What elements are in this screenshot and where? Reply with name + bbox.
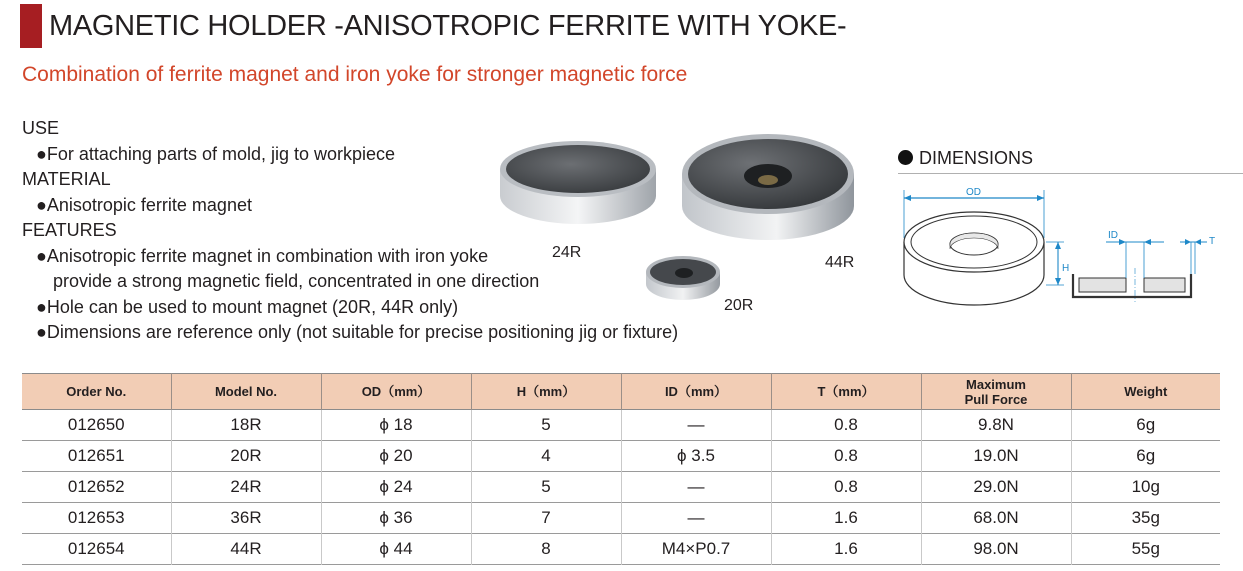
cell-model-no: 44R	[171, 534, 321, 565]
h-arrow-top-icon	[1055, 242, 1061, 249]
cell-od: ϕ 36	[321, 503, 471, 534]
cell-t: 1.6	[771, 534, 921, 565]
material-heading: MATERIAL	[22, 169, 111, 189]
use-heading: USE	[22, 118, 60, 138]
cell-id: M4×P0.7	[621, 534, 771, 565]
page-title: MAGNETIC HOLDER -ANISOTROPIC FERRITE WITH YOKE-	[49, 10, 847, 42]
cell-t: 0.8	[771, 472, 921, 503]
cell-weight: 6g	[1136, 415, 1156, 434]
cell-h: 7	[471, 503, 621, 534]
t-arrow-right-icon	[1195, 239, 1201, 245]
table-header-row	[22, 374, 1220, 410]
t-arrow-left-icon	[1185, 239, 1191, 245]
cell-id: ϕ 3.5	[621, 441, 771, 472]
table-row	[22, 410, 1220, 441]
section-magnet-right	[1144, 278, 1185, 292]
dimensions-heading-label: DIMENSIONS	[919, 148, 1034, 168]
cell-t: 1.6	[771, 503, 921, 534]
t-label: T	[1209, 236, 1216, 247]
cell-h: 5	[471, 472, 621, 503]
table-row	[22, 472, 1220, 503]
id-arrow-right-icon	[1144, 239, 1151, 245]
cell-max-pull-force: 29.0N	[921, 472, 1071, 503]
header-max-pull-line2: Pull Force	[964, 391, 1028, 407]
page-subtitle: Combination of ferrite magnet and iron yoke for stronger magnetic force	[22, 63, 688, 86]
dimension-drawing	[898, 180, 1228, 320]
magnet-24r-image	[494, 124, 664, 226]
header-order-no: Order No.	[22, 374, 171, 410]
cell-model-no: 36R	[171, 503, 321, 534]
dimensions-heading	[898, 146, 1033, 170]
cell-order-no: 012652	[22, 472, 171, 503]
spec-table	[22, 373, 1220, 565]
header-id: ID（mm）	[621, 374, 771, 410]
bullet-dot-icon	[898, 150, 913, 165]
header-model-no: Model No.	[171, 374, 321, 410]
cell-weight: 35g	[1131, 508, 1160, 527]
cell-t: 0.8	[771, 410, 921, 441]
label-24r: 24R	[552, 244, 582, 261]
cell-od: ϕ 24	[321, 472, 471, 503]
feature-item-continuation: provide a strong magnetic field, concentrated in one direction	[53, 271, 540, 291]
od-arrow-left-icon	[904, 195, 911, 201]
header-od: OD（mm）	[321, 374, 471, 410]
cell-weight: 6g	[1136, 446, 1156, 465]
dimensions-divider	[898, 173, 1243, 174]
od-arrow-right-icon	[1037, 195, 1044, 201]
feature-item: ●Hole can be used to mount magnet (20R, 44R only)	[36, 296, 459, 317]
table-row	[22, 441, 1220, 472]
cell-id: —	[621, 503, 771, 534]
id-label: ID	[1108, 230, 1118, 241]
material-item: ●Anisotropic ferrite magnet	[36, 194, 252, 215]
table-row	[22, 534, 1220, 565]
cell-max-pull-force: 9.8N	[921, 410, 1071, 441]
feature-item: ●Dimensions are reference only (not suitable for precise positioning jig or fixture)	[36, 322, 679, 342]
use-item: ●For attaching parts of mold, jig to workpiece	[36, 143, 396, 164]
header-t: T（mm）	[771, 374, 921, 410]
cell-weight: 55g	[1131, 539, 1160, 558]
features-heading: FEATURES	[22, 220, 117, 240]
cell-h: 4	[471, 441, 621, 472]
cell-order-no: 012653	[22, 503, 171, 534]
feature-item: ●Anisotropic ferrite magnet in combination with iron yoke	[36, 245, 489, 266]
cell-h: 5	[471, 410, 621, 441]
cell-order-no: 012651	[22, 441, 171, 472]
cell-model-no: 24R	[171, 472, 321, 503]
cell-max-pull-force: 19.0N	[921, 441, 1071, 472]
cell-id: —	[621, 410, 771, 441]
cell-od: ϕ 44	[321, 534, 471, 565]
title-accent-bar	[20, 4, 42, 48]
cell-max-pull-force: 98.0N	[921, 534, 1071, 565]
cup-top-rim	[904, 212, 1044, 272]
h-arrow-bottom-icon	[1055, 278, 1061, 285]
cell-max-pull-force: 68.0N	[921, 503, 1071, 534]
h-label: H	[1062, 263, 1070, 274]
cell-weight: 10g	[1131, 477, 1160, 496]
cell-order-no: 012654	[22, 534, 171, 565]
id-arrow-left-icon	[1119, 239, 1126, 245]
header-h: H（mm）	[471, 374, 621, 410]
cell-order-no: 012650	[22, 410, 171, 441]
label-44r: 44R	[825, 254, 855, 271]
header-max-pull-force	[921, 374, 1071, 410]
header-max-pull-line1: Maximum	[966, 376, 1026, 392]
section-magnet-left	[1079, 278, 1126, 292]
cell-h: 8	[471, 534, 621, 565]
cell-model-no: 20R	[171, 441, 321, 472]
label-20r: 20R	[724, 297, 754, 314]
cell-model-no: 18R	[171, 410, 321, 441]
cell-od: ϕ 18	[321, 410, 471, 441]
cell-t: 0.8	[771, 441, 921, 472]
od-label: OD	[966, 187, 981, 198]
cell-id: —	[621, 472, 771, 503]
header-weight: Weight	[1071, 374, 1220, 410]
magnet-20r-image	[636, 250, 728, 308]
magnet-44r-image	[676, 118, 860, 244]
cell-od: ϕ 20	[321, 441, 471, 472]
table-row	[22, 503, 1220, 534]
